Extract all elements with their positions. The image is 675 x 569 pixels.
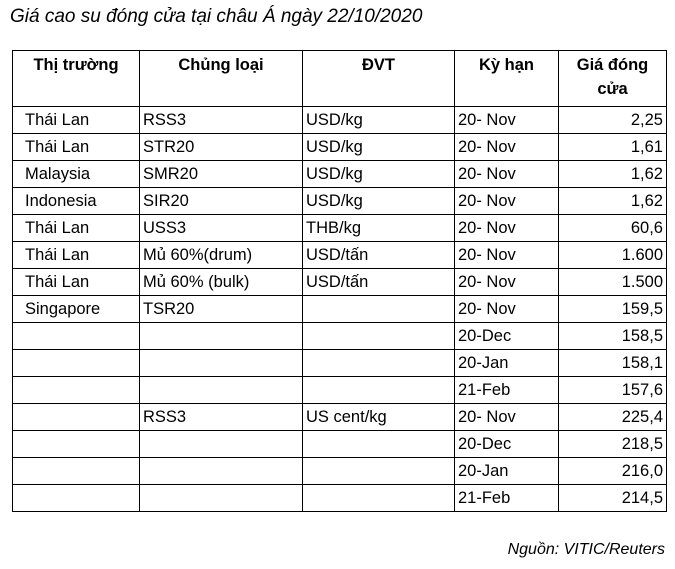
table-row: [13, 485, 667, 512]
cell-unit: [303, 431, 455, 458]
cell-type: [140, 431, 303, 458]
cell-unit: THB/kg: [303, 215, 455, 242]
cell-unit: USD/kg: [303, 134, 455, 161]
cell-unit: [303, 323, 455, 350]
cell-type: [140, 485, 303, 512]
cell-term: 20- Nov: [455, 404, 559, 431]
cell-market: Malaysia: [13, 161, 140, 188]
cell-unit: USD/tấn: [303, 242, 455, 269]
table-row: [13, 161, 667, 188]
table-row: [13, 296, 667, 323]
table-row: [13, 242, 667, 269]
cell-market: [13, 458, 140, 485]
cell-price: 1.500: [559, 269, 667, 296]
table-row: [13, 134, 667, 161]
table-row: [13, 404, 667, 431]
cell-price: 1,62: [559, 188, 667, 215]
cell-market: [13, 404, 140, 431]
cell-type: SIR20: [140, 188, 303, 215]
cell-type: TSR20: [140, 296, 303, 323]
cell-term: 21-Feb: [455, 485, 559, 512]
cell-type: [140, 377, 303, 404]
cell-price: 1,61: [559, 134, 667, 161]
cell-term: 20- Nov: [455, 242, 559, 269]
header-unit: ĐVT: [303, 51, 455, 107]
cell-price: 157,6: [559, 377, 667, 404]
cell-term: 20- Nov: [455, 134, 559, 161]
cell-term: 21-Feb: [455, 377, 559, 404]
table-row: [13, 431, 667, 458]
cell-type: USS3: [140, 215, 303, 242]
cell-unit: USD/kg: [303, 188, 455, 215]
cell-market: Thái Lan: [13, 242, 140, 269]
cell-term: 20- Nov: [455, 269, 559, 296]
source-note: Nguồn: VITIC/Reuters: [507, 541, 665, 558]
table-row: [13, 215, 667, 242]
table-row: [13, 350, 667, 377]
cell-unit: USD/tấn: [303, 269, 455, 296]
cell-price: 2,25: [559, 107, 667, 134]
cell-price: 216,0: [559, 458, 667, 485]
table-header-row: [13, 51, 667, 107]
cell-price: 158,5: [559, 323, 667, 350]
header-market: Thị trường: [13, 51, 140, 107]
table-row: [13, 323, 667, 350]
cell-unit: [303, 485, 455, 512]
cell-price: 225,4: [559, 404, 667, 431]
cell-market: [13, 485, 140, 512]
cell-market: [13, 323, 140, 350]
cell-term: 20-Jan: [455, 458, 559, 485]
cell-price: 218,5: [559, 431, 667, 458]
cell-market: Singapore: [13, 296, 140, 323]
cell-unit: USD/kg: [303, 107, 455, 134]
cell-type: Mủ 60% (bulk): [140, 269, 303, 296]
page-title: Giá cao su đóng cửa tại châu Á ngày 22/10/2020: [10, 6, 423, 27]
header-price-line1: Giá đóng: [576, 56, 649, 74]
header-price-line2: cửa: [597, 80, 628, 98]
cell-term: 20- Nov: [455, 161, 559, 188]
header-type: Chủng loại: [140, 51, 303, 107]
cell-type: SMR20: [140, 161, 303, 188]
rubber-price-table: [12, 50, 667, 512]
cell-price: 214,5: [559, 485, 667, 512]
table-row: [13, 458, 667, 485]
table-row: [13, 377, 667, 404]
cell-market: Thái Lan: [13, 107, 140, 134]
cell-term: 20- Nov: [455, 215, 559, 242]
cell-price: 158,1: [559, 350, 667, 377]
cell-price: 60,6: [559, 215, 667, 242]
cell-unit: [303, 377, 455, 404]
cell-price: 1.600: [559, 242, 667, 269]
cell-market: [13, 377, 140, 404]
cell-unit: US cent/kg: [303, 404, 455, 431]
cell-type: [140, 458, 303, 485]
table-row: [13, 188, 667, 215]
cell-unit: [303, 458, 455, 485]
cell-type: RSS3: [140, 404, 303, 431]
cell-term: 20-Dec: [455, 323, 559, 350]
table-row: [13, 269, 667, 296]
cell-market: [13, 350, 140, 377]
header-price: [559, 51, 667, 107]
cell-type: [140, 323, 303, 350]
cell-market: Indonesia: [13, 188, 140, 215]
cell-type: Mủ 60%(drum): [140, 242, 303, 269]
cell-type: [140, 350, 303, 377]
cell-term: 20-Jan: [455, 350, 559, 377]
cell-term: 20- Nov: [455, 107, 559, 134]
cell-market: Thái Lan: [13, 269, 140, 296]
cell-unit: USD/kg: [303, 161, 455, 188]
cell-price: 159,5: [559, 296, 667, 323]
cell-price: 1,62: [559, 161, 667, 188]
cell-unit: [303, 350, 455, 377]
cell-term: 20- Nov: [455, 296, 559, 323]
cell-market: [13, 431, 140, 458]
table-body: [13, 107, 667, 512]
table-row: [13, 107, 667, 134]
cell-type: RSS3: [140, 107, 303, 134]
header-term: Kỳ hạn: [455, 51, 559, 107]
cell-market: Thái Lan: [13, 215, 140, 242]
cell-unit: [303, 296, 455, 323]
cell-term: 20- Nov: [455, 188, 559, 215]
cell-type: STR20: [140, 134, 303, 161]
cell-market: Thái Lan: [13, 134, 140, 161]
cell-term: 20-Dec: [455, 431, 559, 458]
